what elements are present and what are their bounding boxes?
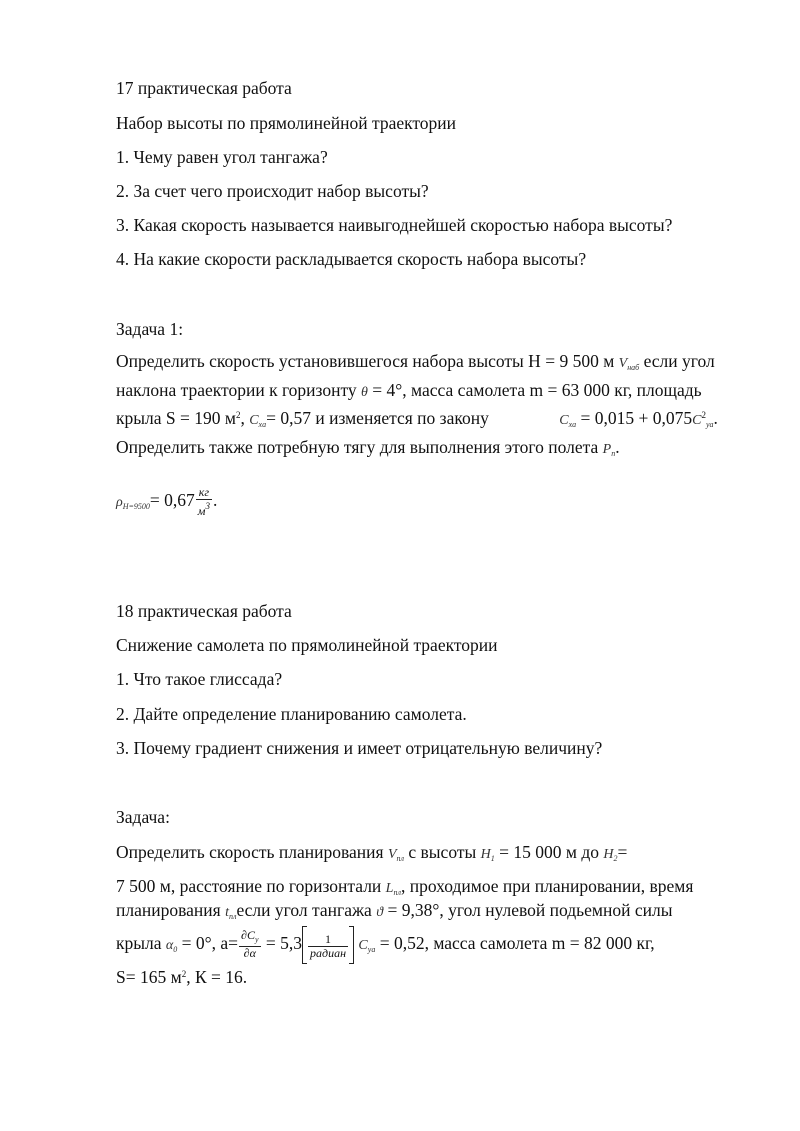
work17-question-1: 1. Чему равен угол тангажа? xyxy=(116,147,328,167)
work17-title: 17 практическая работа xyxy=(116,78,292,98)
work17-task-title: Задача 1: xyxy=(116,319,184,339)
work18-question-1: 1. Что такое глиссада? xyxy=(116,669,283,689)
work17-density-formula: $\rho_{H=9500}= 0,67$ $\frac{кг}{м^3}$ . xyxy=(116,485,218,518)
work17-question-2: 2. За счет чего происходит набор высоты? xyxy=(116,181,429,201)
work18-title: 18 практическая работа xyxy=(116,601,292,621)
work18-task-title: Задача: xyxy=(116,807,170,827)
work18-task-line-4: крыла $\alpha_0 = 0^\circ$, a= $\frac{\partial C_y}{\partial\alpha}$ = 5,3 $\frac{1}{\text{радиан}}$ $C_{ya} = 0,52$, масса самолета m = 82 000 кг, xyxy=(116,924,655,969)
work18-task-line-5: S= 165 $м^2$, К = 16. xyxy=(116,967,248,987)
work18-subtitle: Снижение самолета по прямолинейной траектории xyxy=(116,635,498,655)
work17-question-4: 4. На какие скорости раскладывается скорость набора высоты? xyxy=(116,249,587,269)
work18-task-line-1: Определить скорость планирования $V_{пл}$ с высоты $H_1 = 15$ 000 м до $H_2=$ xyxy=(116,842,628,863)
work17-task-text: Определить скорость установившегося набора высоты Н = 9 500 м $V_{наб}$ если угол наклона траектории к горизонту θ = 4°, масса самолета m = 63 000 кг, площадь крыла S = 190 $м^2$, $C_{xa}= 0,57$ и изменяется по закону $C_{xa} = 0,015 + 0,075C^2_{ya}$. Определить также потребную тягу для выполнения этого полета $P_n$. xyxy=(116,351,718,458)
work18-question-2: 2. Дайте определение планированию самолета. xyxy=(116,704,467,724)
work17-question-3: 3. Какая скорость называется наивыгоднейшей скоростью набора высоты? xyxy=(116,215,673,235)
work18-question-3: 3. Почему градиент снижения и имеет отрицательную величину? xyxy=(116,738,603,758)
work18-task-line-2: 7 500 м, расстояние по горизонтали $L_{пл}$, проходимое при планировании, время xyxy=(116,876,694,897)
work17-subtitle: Набор высоты по прямолинейной траектории xyxy=(116,113,457,133)
work18-task-line-3: планирования $t_{пл}если$ угол тангажа ϑ = 9,38°, угол нулевой подьемной силы xyxy=(116,900,673,921)
